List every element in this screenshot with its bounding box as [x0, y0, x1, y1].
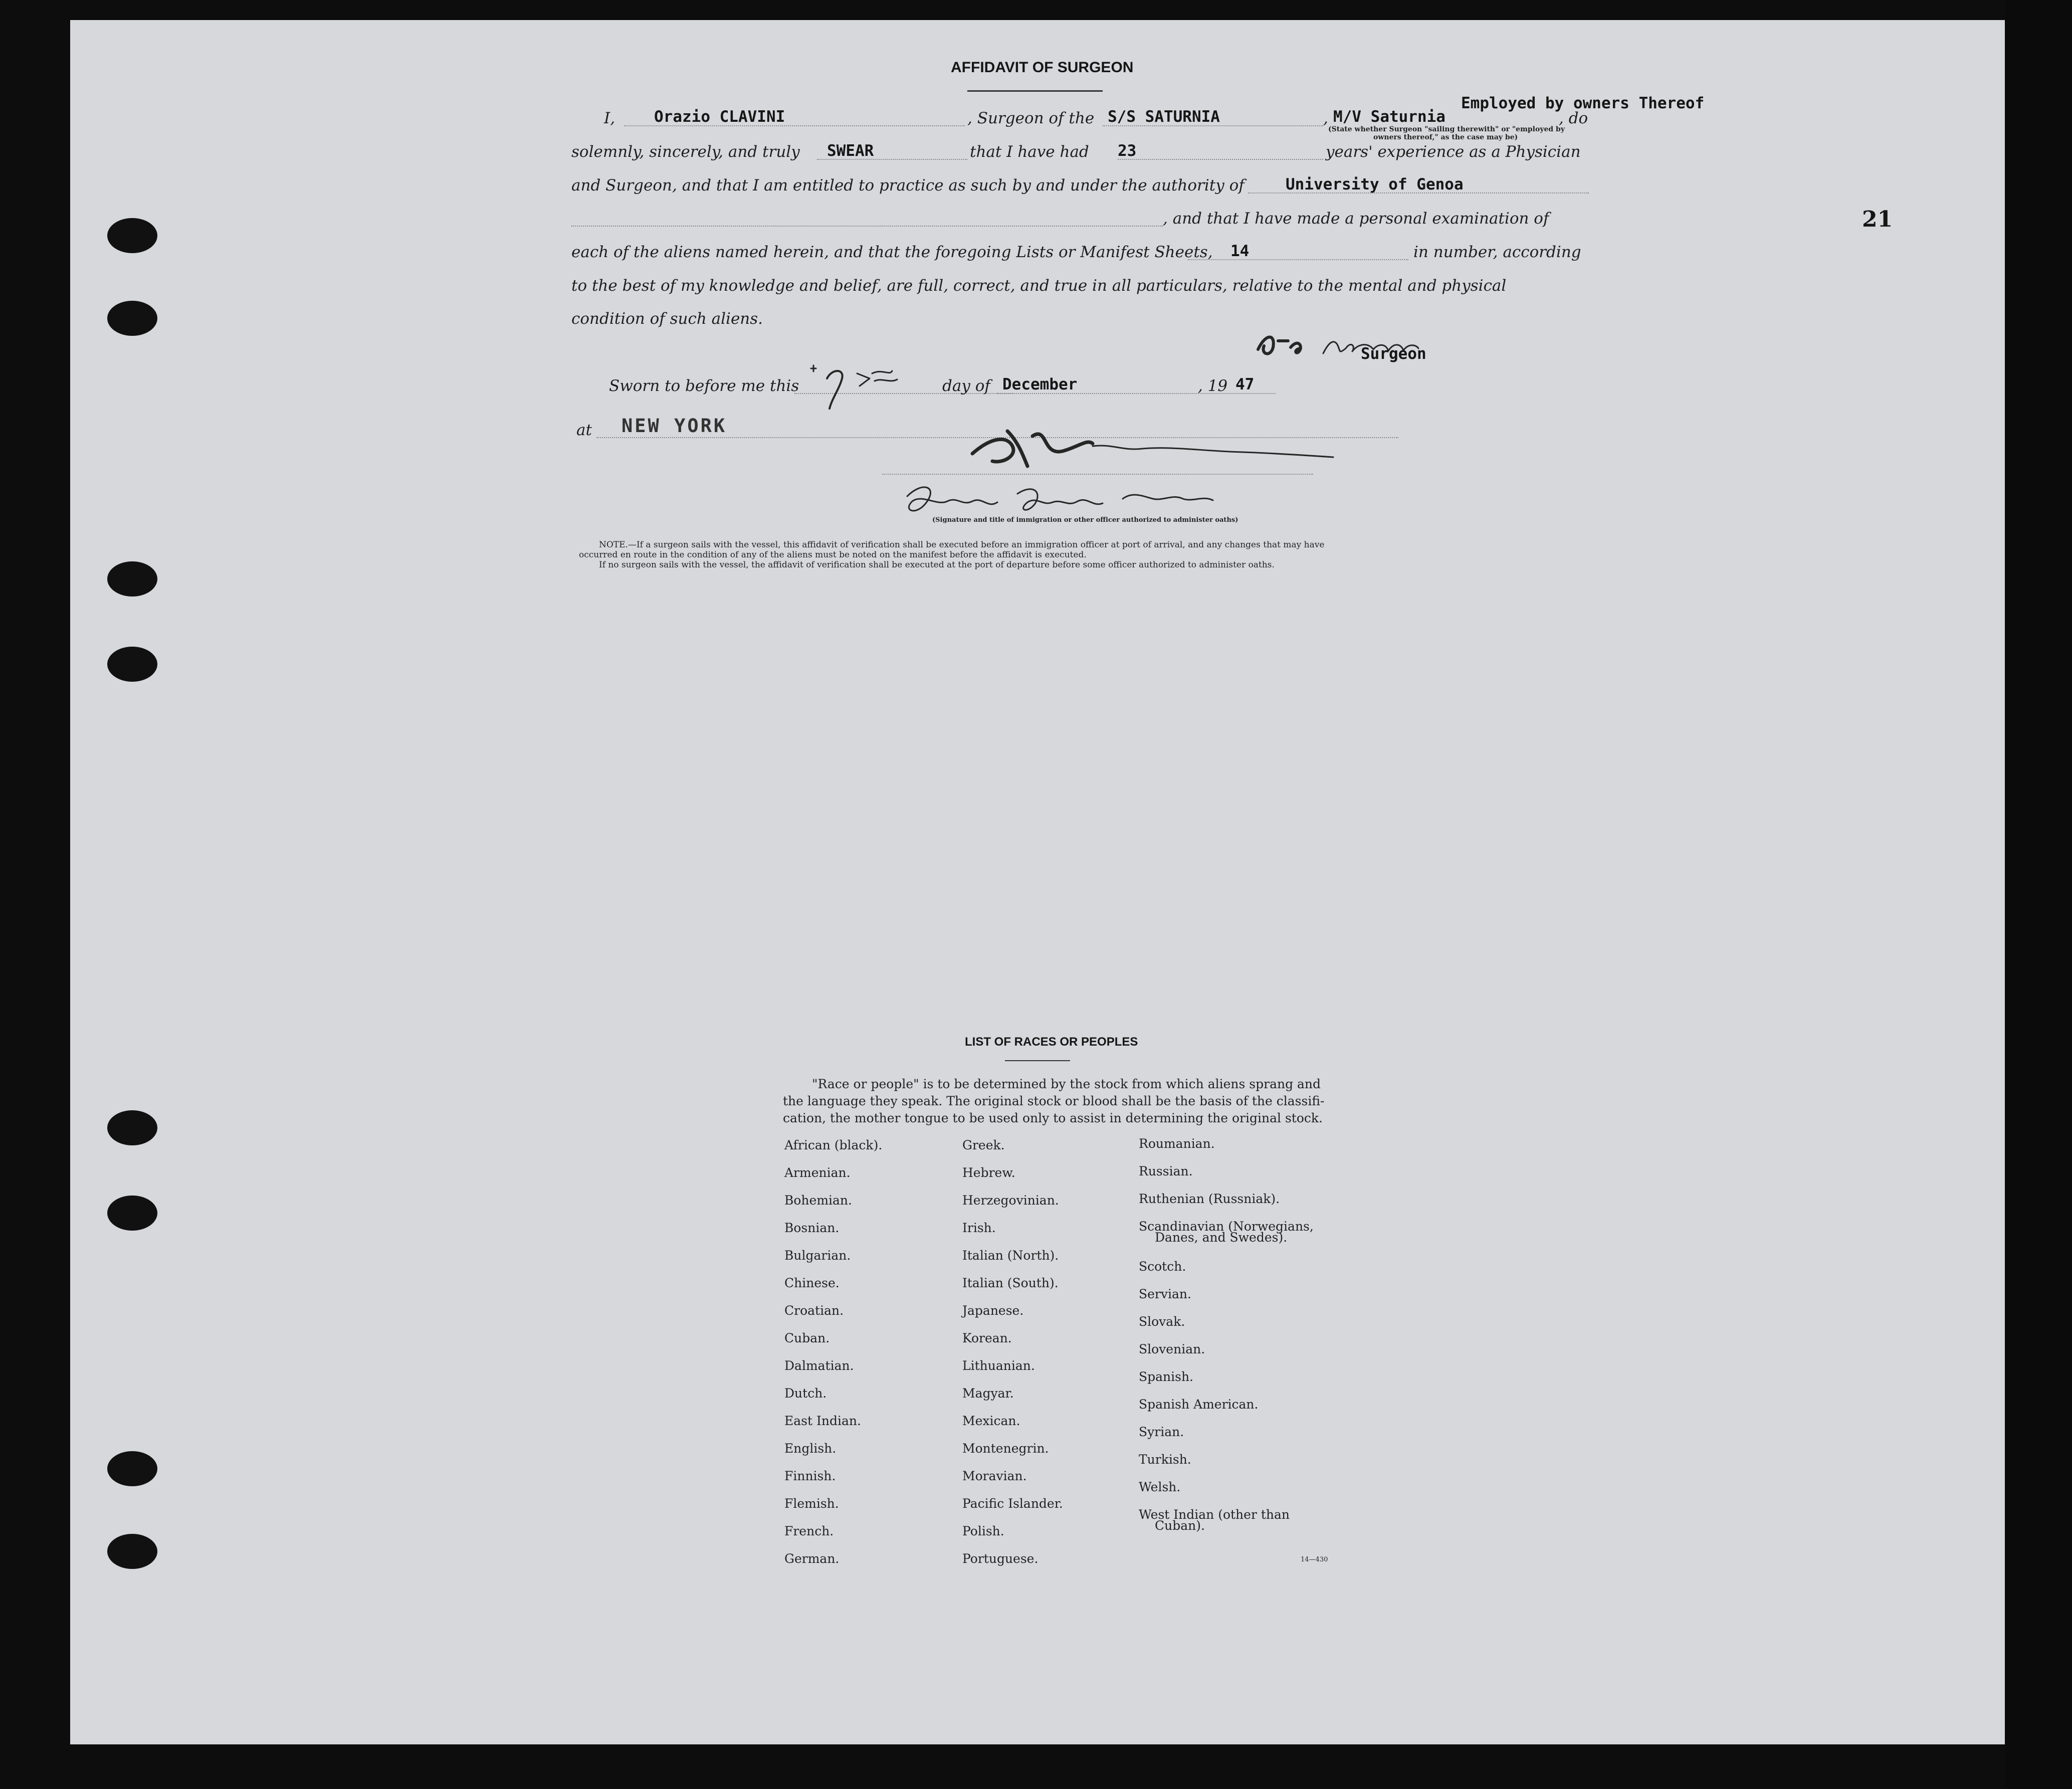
form-number: 14—430 [1301, 1556, 1328, 1563]
race-item: Italian (South). [962, 1276, 1059, 1290]
punch-hole [107, 301, 157, 336]
oath-word: SWEAR [827, 142, 874, 160]
sworn-year-prefix: , 19 [1198, 377, 1228, 395]
race-item: Magyar. [962, 1386, 1014, 1401]
note-line-3: If no surgeon sails with the vessel, the affidavit of verification shall be executed at the port of departure before some officer authorized to administer oaths. [599, 560, 1275, 570]
sworn-prefix: Sworn to before me this [609, 377, 799, 395]
authority-name: University of Genoa [1286, 175, 1464, 193]
race-item: Hebrew. [962, 1165, 1015, 1180]
race-item: Russian. [1139, 1164, 1193, 1178]
line2-prefix: solemnly, sincerely, and truly [571, 143, 800, 161]
document-sheet [70, 20, 2005, 1744]
race-item: Polish. [962, 1524, 1004, 1538]
race-item: Finnish. [784, 1469, 836, 1483]
scan-border [2005, 0, 2072, 1789]
line1-suffix: , do [1559, 109, 1588, 127]
line3-prefix: and Surgeon, and that I am entitled to practice as such by and under the authority of [571, 176, 1245, 194]
race-item: Mexican. [962, 1414, 1020, 1428]
place-city: NEW YORK [621, 415, 727, 437]
race-item: Bulgarian. [784, 1248, 851, 1263]
race-item: Servian. [1139, 1287, 1191, 1301]
line4-text: , and that I have made a personal examination of [1163, 210, 1549, 228]
line2-suffix: years' experience as a Physician [1326, 143, 1581, 161]
race-item: Lithuanian. [962, 1358, 1035, 1373]
surgeon-name: Orazio CLAVINI [654, 108, 785, 126]
race-item: Cuban. [784, 1331, 830, 1345]
line7-text: condition of such aliens. [571, 310, 763, 328]
race-item: Montenegrin. [962, 1441, 1049, 1456]
affidavit-title: AFFIDAVIT OF SURGEON [951, 59, 1134, 76]
sheets-field-line [1188, 259, 1408, 260]
years-experience: 23 [1118, 142, 1137, 160]
race-item: African (black). [784, 1138, 883, 1152]
race-item: Cuban). [1155, 1518, 1205, 1533]
race-item: Dutch. [784, 1386, 827, 1401]
race-item: Herzegovinian. [962, 1193, 1059, 1208]
ship-name: S/S SATURNIA [1108, 108, 1220, 126]
sworn-day-label: day of [942, 377, 990, 395]
race-item: Croatian. [784, 1303, 844, 1318]
punch-hole [107, 1534, 157, 1569]
sworn-month: December [1002, 375, 1078, 393]
authority-continuation-line [571, 226, 1163, 227]
sheet-count: 14 [1230, 242, 1250, 260]
race-item: English. [784, 1441, 837, 1456]
place-prefix: at [576, 421, 592, 439]
officer-caption: (Signature and title of immigration or other officer authorized to administer oaths) [932, 516, 1238, 524]
race-item: Roumanian. [1139, 1136, 1215, 1151]
race-item: Slovak. [1139, 1314, 1185, 1329]
race-item: Spanish American. [1139, 1397, 1259, 1412]
sworn-day-handwriting [807, 353, 912, 414]
race-item: German. [784, 1551, 840, 1566]
races-intro-2: the language they speak. The original stock or blood shall be the basis of the classifi- [783, 1094, 1325, 1108]
race-item: Pacific Islander. [962, 1496, 1063, 1511]
punch-hole [107, 561, 157, 597]
punch-hole [107, 647, 157, 682]
race-item: Syrian. [1139, 1425, 1184, 1439]
race-item: Greek. [962, 1138, 1005, 1152]
note-label: NOTE. [599, 540, 628, 550]
race-item: Dalmatian. [784, 1358, 854, 1373]
punch-hole [107, 1451, 157, 1486]
race-item: Danes, and Swedes). [1155, 1230, 1288, 1245]
years-field-line [1118, 159, 1323, 160]
vessel-note: M/V Saturnia [1333, 108, 1445, 126]
race-item: Turkish. [1139, 1452, 1191, 1467]
race-item: Korean. [962, 1331, 1012, 1345]
race-item: Flemish. [784, 1496, 839, 1511]
note-line-1: —If a surgeon sails with the vessel, this affidavit of verification shall be executed before an immigration officer at port of arrival, and any changes that may have [628, 540, 1325, 550]
status-instruction-2: owners thereof," as the case may be) [1373, 133, 1518, 141]
page-number: 21 [1862, 207, 1893, 232]
note-paragraph-1a [599, 540, 1324, 550]
race-item: Irish. [962, 1221, 996, 1235]
punch-hole [107, 1196, 157, 1231]
line1-mid: , Surgeon of the [967, 109, 1095, 127]
line2-mid: that I have had [970, 143, 1089, 161]
employed-note: Employed by owners Thereof [1461, 94, 1705, 112]
officer-signature [962, 416, 1363, 476]
race-item: Bohemian. [784, 1193, 852, 1208]
race-item: Italian (North). [962, 1248, 1059, 1263]
sworn-year: 47 [1235, 375, 1255, 393]
line1-prefix: I, [604, 109, 615, 127]
status-instruction-1: (State whether Surgeon "sailing therewith" or "employed by [1328, 125, 1565, 133]
line6-text: to the best of my knowledge and belief, are full, correct, and true in all particulars, relative to the mental and physical [571, 277, 1507, 295]
races-intro-1: "Race or people" is to be determined by the stock from which aliens sprang and [812, 1077, 1321, 1091]
line5-prefix: each of the aliens named herein, and that the foregoing Lists or Manifest Sheets, [571, 243, 1213, 261]
race-item: Chinese. [784, 1276, 840, 1290]
races-title-rule [1005, 1060, 1070, 1061]
title-rule [967, 90, 1103, 92]
race-item: West Indian (other than [1139, 1507, 1290, 1522]
punch-hole [107, 1110, 157, 1145]
race-item: Spanish. [1139, 1369, 1194, 1384]
race-item: Moravian. [962, 1469, 1027, 1483]
race-item: Slovenian. [1139, 1342, 1205, 1356]
race-item: Portuguese. [962, 1551, 1039, 1566]
races-title: LIST OF RACES OR PEOPLES [965, 1035, 1138, 1049]
surgeon-label: Surgeon [1361, 345, 1426, 363]
race-item: Scandinavian (Norwegians, [1139, 1219, 1314, 1234]
race-item: Welsh. [1139, 1480, 1181, 1494]
races-intro-3: cation, the mother tongue to be used only to assist in determining the original stock. [783, 1111, 1323, 1125]
punch-hole [107, 218, 157, 253]
race-item: Scotch. [1139, 1259, 1186, 1274]
note-line-2: occurred en route in the condition of any of the aliens must be noted on the manifest before the affidavit is executed. [579, 550, 1087, 560]
line1-comma: , [1323, 109, 1328, 127]
race-item: Ruthenian (Russniak). [1139, 1191, 1280, 1206]
line5-suffix: in number, according [1413, 243, 1581, 261]
race-item: French. [784, 1524, 834, 1538]
race-item: Bosnian. [784, 1221, 840, 1235]
race-item: East Indian. [784, 1414, 861, 1428]
race-item: Japanese. [962, 1303, 1024, 1318]
race-item: Armenian. [784, 1165, 851, 1180]
